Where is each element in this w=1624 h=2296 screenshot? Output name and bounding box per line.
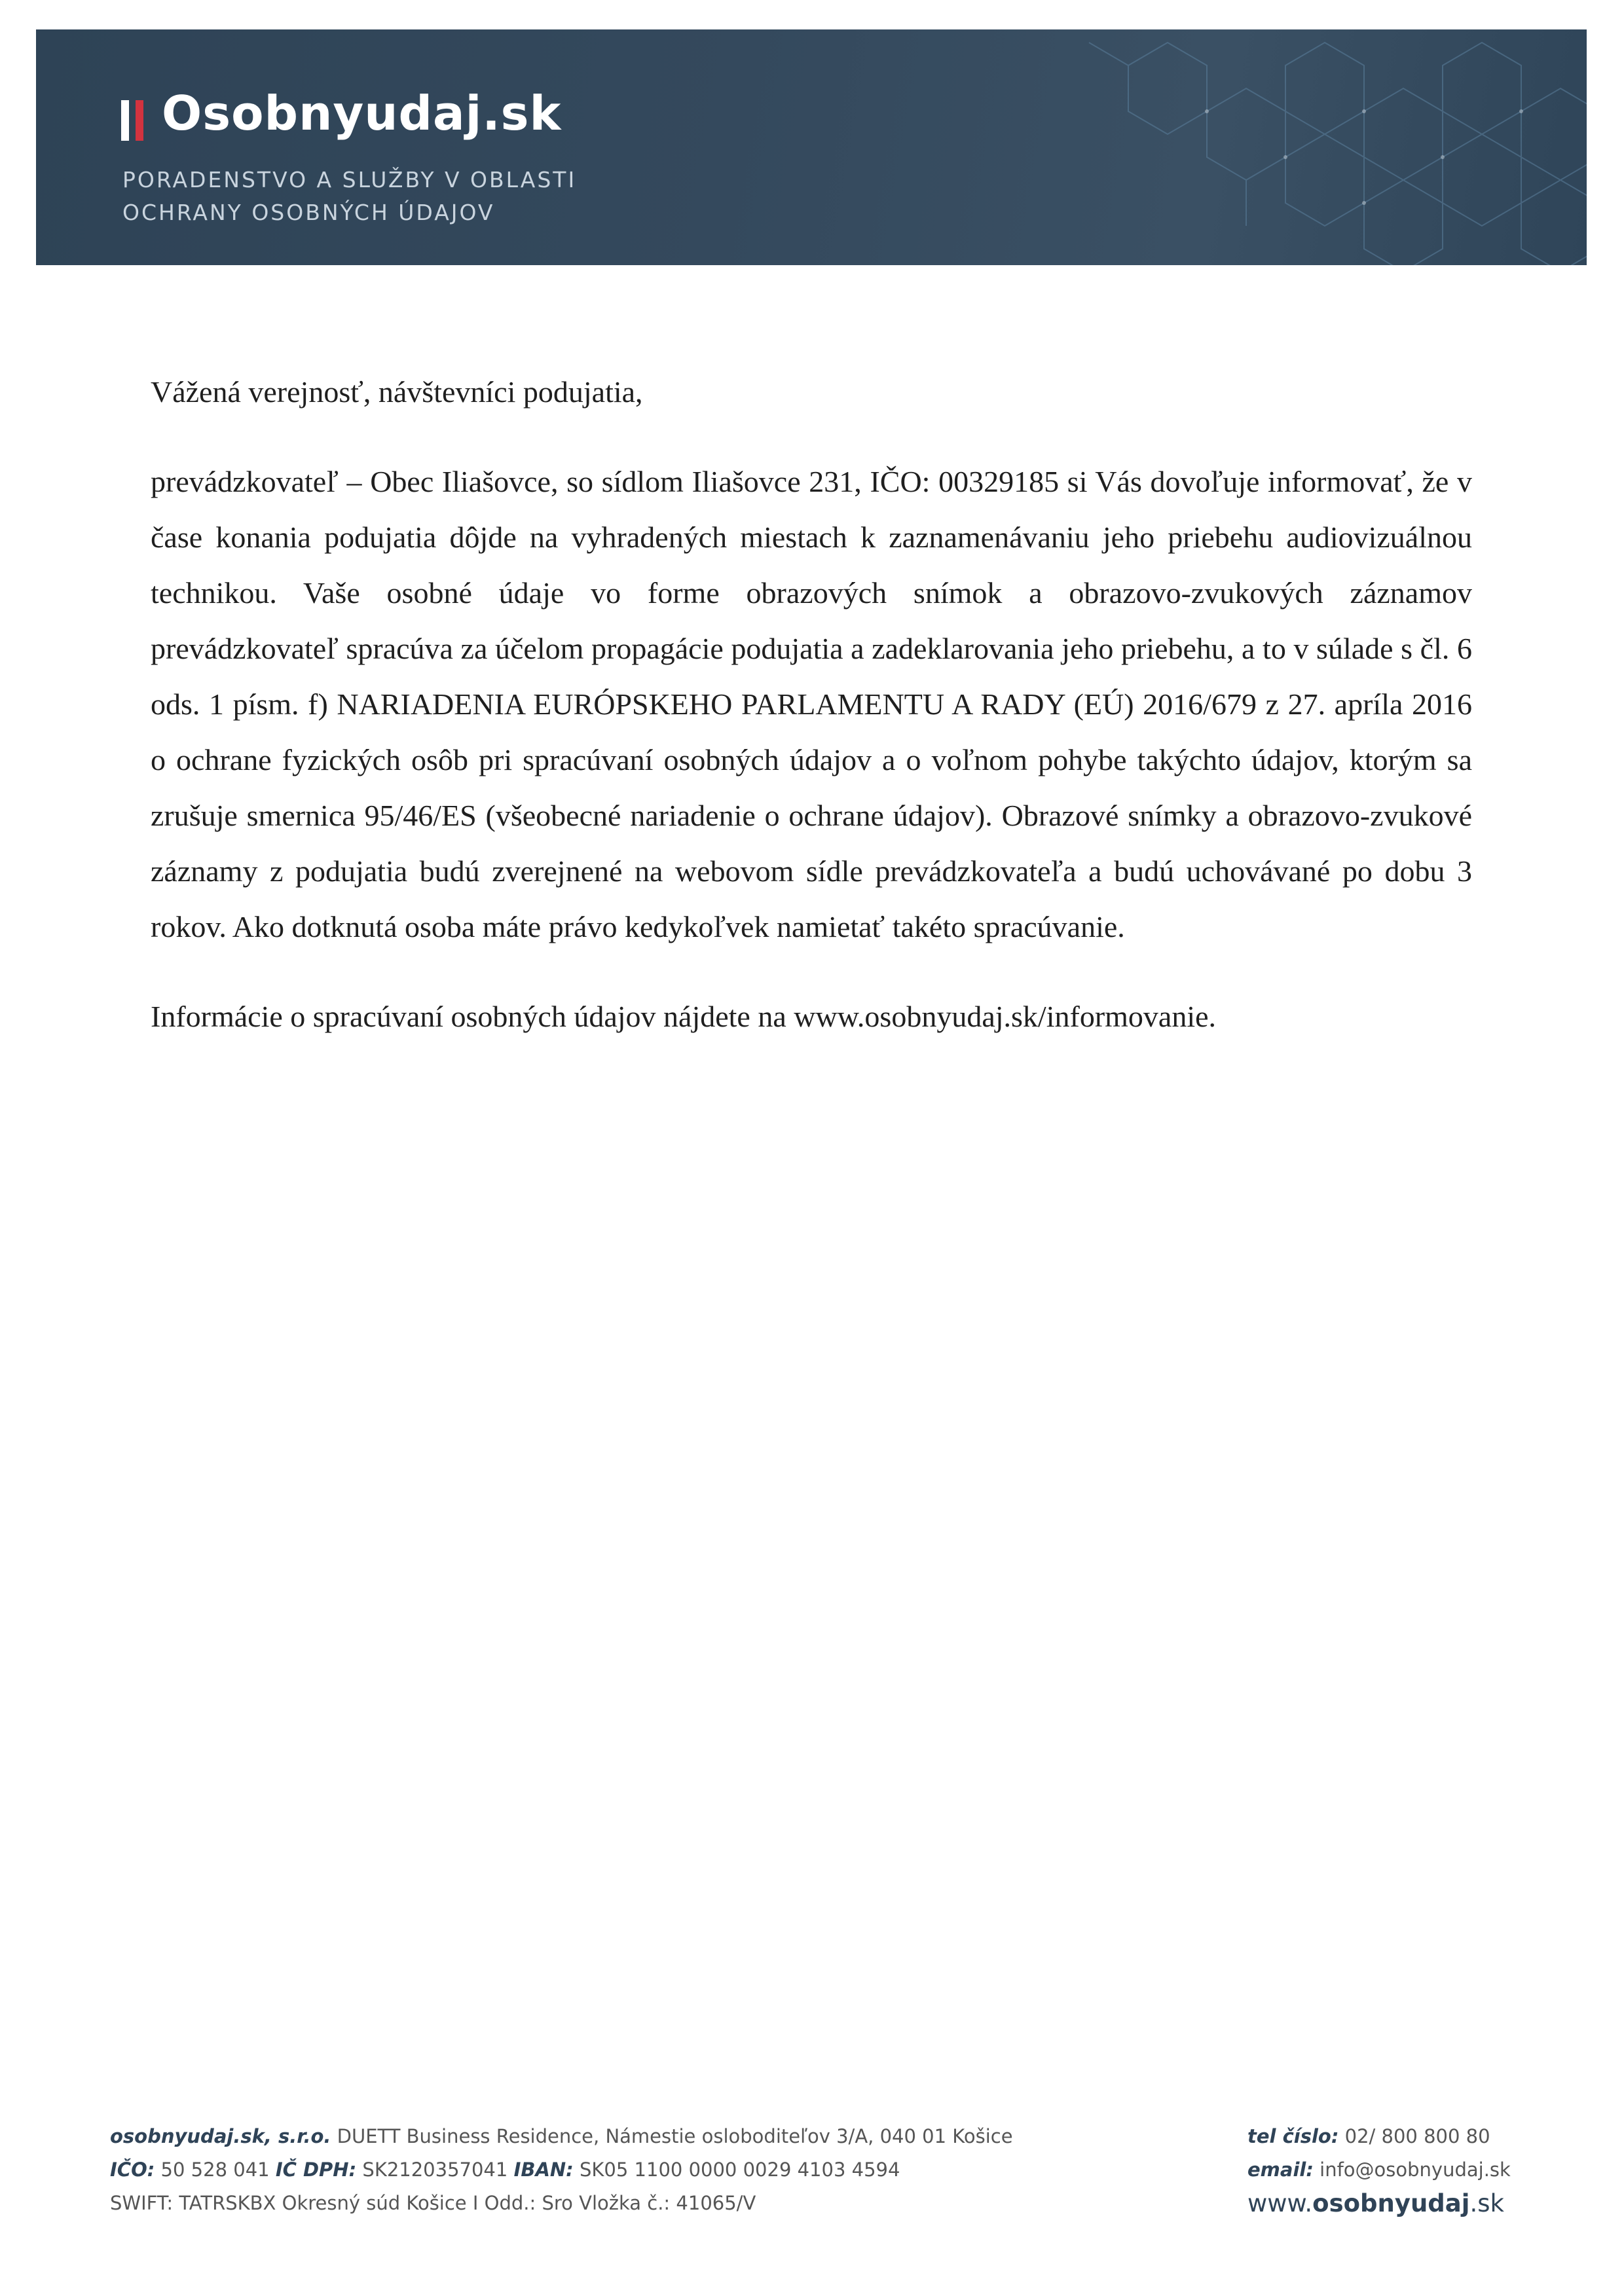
- ico-label: IČO:: [110, 2159, 155, 2181]
- logo-icon: [121, 100, 147, 141]
- company-address: DUETT Business Residence, Námestie osloboditeľov 3/A, 040 01 Košice: [337, 2125, 1013, 2147]
- icdph-label: IČ DPH:: [275, 2159, 357, 2181]
- tel-value: 02/ 800 800 80: [1344, 2125, 1490, 2147]
- footer-contact-info: [1247, 2120, 1511, 2220]
- main-paragraph: prevádzkovateľ – Obec Iliašovce, so sídlom Iliašovce 231, IČO: 00329185 si Vás dovoľuje informovať, že v čase konania podujatia dôjde na vyhradených miestach k zaznamenávaniu jeho priebehu audiovizuálnou technikou. Vaše osobné údaje vo forme obrazových snímok a obrazovo-zvukových záznamov prevádzkovateľ spracúva za účelom propagácie podujatia a zadeklarovania jeho priebehu, a to v súlade s čl. 6 ods. 1 písm. f) NARIADENIA EURÓPSKEHO PARLAMENTU A RADY (EÚ) 2016/679 z 27. apríla 2016 o ochrane fyzických osôb pri spracúvaní osobných údajov a o voľnom pohybe takýchto údajov, ktorým sa zrušuje smernica 95/46/ES (všeobecné nariadenie o ochrane údajov). Obrazové snímky a obrazovo-zvukové záznamy z podujatia budú zverejnené na webovom sídle prevádzkovateľa a budú uchovávané po dobu 3 rokov. Ako dotknutá osoba máte právo kedykoľvek namietať takéto spracúvanie.: [151, 465, 1472, 943]
- footer-phone-line: [1247, 2120, 1511, 2153]
- salutation: Vážená verejnosť, návštevníci podujatia,: [151, 375, 643, 409]
- company-name: osobnyudaj.sk, s.r.o.: [110, 2125, 331, 2147]
- iban-label: IBAN:: [513, 2159, 574, 2181]
- footer-ids-line: [110, 2153, 1013, 2187]
- hexagon-pattern-decoration: [997, 29, 1587, 265]
- web-prefix: www.: [1247, 2189, 1313, 2217]
- brand-name: Osobnyudaj.sk: [162, 86, 562, 141]
- email-value[interactable]: info@osobnyudaj.sk: [1320, 2159, 1511, 2181]
- iban-value: SK05 1100 0000 0029 4103 4594: [580, 2159, 900, 2181]
- header-banner: [36, 29, 1587, 265]
- brand-tagline: [122, 164, 576, 229]
- tagline-line-2: OCHRANY OSOBNÝCH ÚDAJOV: [122, 200, 495, 225]
- web-main: osobnyudaj: [1312, 2189, 1470, 2217]
- footer-email-line: [1247, 2153, 1511, 2187]
- email-label: email:: [1247, 2159, 1314, 2181]
- website-link[interactable]: [1247, 2187, 1511, 2220]
- web-suffix: .sk: [1469, 2189, 1504, 2217]
- tel-label: tel číslo:: [1247, 2125, 1339, 2147]
- closing-note: Informácie o spracúvaní osobných údajov nájdete na www.osobnyudaj.sk/informovanie.: [151, 1000, 1217, 1033]
- footer-company-info: [110, 2120, 1013, 2220]
- tagline-line-1: PORADENSTVO A SLUŽBY V OBLASTI: [122, 167, 577, 192]
- icdph-value: SK2120357041: [362, 2159, 508, 2181]
- letter-body: [151, 364, 1472, 1044]
- ico-value: 50 528 041: [160, 2159, 270, 2181]
- footer-address-line: [110, 2120, 1013, 2153]
- footer-swift-line: SWIFT: TATRSKBX Okresný súd Košice I Odd.: Sro Vložka č.: 41065/V: [110, 2192, 756, 2214]
